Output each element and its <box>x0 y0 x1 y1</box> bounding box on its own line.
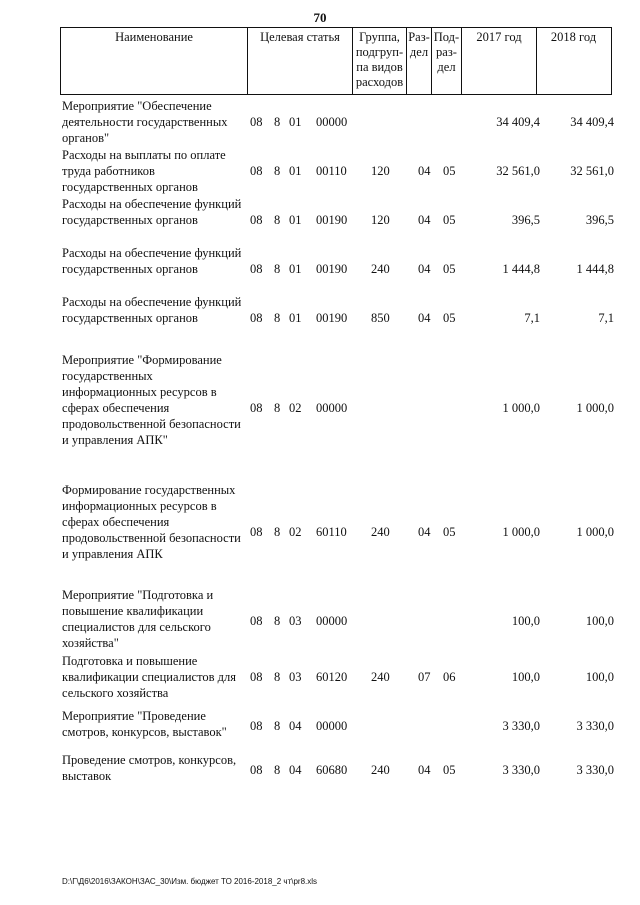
row-cell-y2: 3 330,0 <box>576 762 614 777</box>
row-name: Расходы на обеспечение функций государственных органов <box>62 197 242 227</box>
row-cell-grp: 240 <box>371 762 390 777</box>
row-cell-c4: 60120 <box>316 670 348 684</box>
header-year-2017: 2017 год <box>461 28 536 95</box>
row-cell-grp: 240 <box>371 670 390 684</box>
row-cell-c3: 01 <box>289 164 302 178</box>
row-cell-grp: 120 <box>371 164 390 178</box>
row-name: Мероприятие "Подготовка и повышение квалификации специалистов для сельского хозяйства" <box>62 588 214 650</box>
row-cell-c2: 8 <box>274 401 281 415</box>
row-name: Расходы на обеспечение функций государственных органов <box>62 246 242 276</box>
row-cell-c1: 08 <box>250 762 263 777</box>
row-cell-c2: 8 <box>274 718 281 733</box>
row-name: Подготовка и повышение квалификации специалистов для сельского хозяйства <box>62 654 237 700</box>
row-cell-grp: 120 <box>371 213 390 227</box>
row-cell-c1: 08 <box>250 311 263 325</box>
row-cell-c4: 00000 <box>316 401 348 415</box>
row-cell-sub: 05 <box>443 213 456 227</box>
row-cell-c3: 03 <box>289 613 302 628</box>
row-cell-c1: 08 <box>250 613 263 628</box>
row-cell-y2: 1 000,0 <box>576 524 614 539</box>
row-cell-c4: 00000 <box>316 718 348 733</box>
row-cell-sec: 04 <box>418 524 431 539</box>
row-cell-c4: 00000 <box>316 613 348 628</box>
row-cell-y2: 1 444,8 <box>576 262 614 276</box>
row-cell-c1: 08 <box>250 718 263 733</box>
row-cell-grp: 850 <box>371 311 390 325</box>
row-cell-c2: 8 <box>274 762 281 777</box>
row-cell-c2: 8 <box>274 213 281 227</box>
row-cell-c3: 01 <box>289 311 302 325</box>
row-cell-y2: 7,1 <box>598 311 614 325</box>
row-cell-y2: 100,0 <box>585 613 614 628</box>
row-cell-y1: 1 000,0 <box>502 401 540 415</box>
row-cell-y2: 100,0 <box>585 670 614 684</box>
header-target: Целевая статья <box>247 28 352 95</box>
row-cell-y1: 396,5 <box>511 213 540 227</box>
row-cell-c2: 8 <box>274 524 281 539</box>
table-header <box>60 27 612 95</box>
row-name: Мероприятие "Проведение смотров, конкурсов, выставок" <box>62 709 227 739</box>
row-cell-c4: 60680 <box>316 762 348 777</box>
row-cell-sub: 06 <box>443 670 456 684</box>
row-cell-y2: 3 330,0 <box>576 718 614 733</box>
row-cell-c4: 00110 <box>316 164 347 178</box>
row-name: Мероприятие "Обеспечение деятельности государственных органов" <box>62 99 228 145</box>
header-group: Группа, подгруп- па видов расходов <box>352 28 406 95</box>
row-cell-c3: 01 <box>289 115 302 129</box>
row-cell-sub: 05 <box>443 262 456 276</box>
row-cell-c2: 8 <box>274 311 281 325</box>
row-cell-c1: 08 <box>250 213 263 227</box>
row-name: Расходы на обеспечение функций государственных органов <box>62 295 242 325</box>
row-cell-sub: 05 <box>443 762 456 777</box>
row-cell-c3: 02 <box>289 524 302 539</box>
row-cell-y2: 396,5 <box>585 213 614 227</box>
row-cell-c3: 04 <box>289 718 302 733</box>
row-cell-y2: 1 000,0 <box>576 401 614 415</box>
row-cell-c4: 00000 <box>316 115 348 129</box>
row-cell-grp: 240 <box>371 524 390 539</box>
page-number: 70 <box>313 10 327 25</box>
row-name: Проведение смотров, конкурсов, выставок <box>62 753 237 783</box>
row-cell-c4: 00190 <box>316 262 348 276</box>
row-cell-y1: 32 561,0 <box>496 164 540 178</box>
row-cell-c2: 8 <box>274 613 281 628</box>
row-cell-y1: 1 000,0 <box>502 524 540 539</box>
row-name: Мероприятие "Формирование государственных информационных ресурсов в сферах обеспечения продовольственной безопасности и управления АПК" <box>62 353 241 447</box>
row-cell-y1: 7,1 <box>524 311 540 325</box>
header-subsection: Под- раз- дел <box>431 28 461 95</box>
row-cell-c4: 60110 <box>316 524 347 539</box>
row-cell-c3: 01 <box>289 262 302 276</box>
row-cell-sec: 04 <box>418 311 431 325</box>
row-cell-sub: 05 <box>443 311 456 325</box>
row-cell-y1: 1 444,8 <box>502 262 540 276</box>
row-cell-c2: 8 <box>274 670 281 684</box>
row-cell-c1: 08 <box>250 115 263 129</box>
row-cell-c3: 02 <box>289 401 302 415</box>
row-cell-y1: 100,0 <box>511 670 540 684</box>
header-section: Раз- дел <box>406 28 431 95</box>
row-cell-c2: 8 <box>274 115 281 129</box>
header-name: Наименование <box>115 30 193 44</box>
row-cell-y1: 100,0 <box>511 613 540 628</box>
row-cell-y1: 3 330,0 <box>502 718 540 733</box>
row-cell-c3: 04 <box>289 762 302 777</box>
row-cell-c4: 00190 <box>316 311 348 325</box>
row-cell-c3: 03 <box>289 670 302 684</box>
row-cell-c1: 08 <box>250 524 263 539</box>
row-cell-sec: 04 <box>418 262 431 276</box>
row-cell-c4: 00190 <box>316 213 348 227</box>
row-cell-grp: 240 <box>371 262 390 276</box>
row-cell-c1: 08 <box>250 670 263 684</box>
row-name: Формирование государственных информационных ресурсов в сферах обеспечения продовольственной безопасности и управления АПК <box>62 483 241 561</box>
row-cell-c1: 08 <box>250 401 263 415</box>
row-cell-y2: 34 409,4 <box>570 115 614 129</box>
header-year-2018: 2018 год <box>536 28 610 95</box>
row-cell-sec: 04 <box>418 164 431 178</box>
row-cell-c3: 01 <box>289 213 302 227</box>
row-cell-c1: 08 <box>250 262 263 276</box>
file-path: D:\Г\Д6\2016\ЗАКОН\ЗАС_30\Изм. бюджет ТО 2016-2018_2 чт\pr8.xls <box>62 877 318 886</box>
row-cell-y1: 3 330,0 <box>502 762 540 777</box>
row-name: Расходы на выплаты по оплате труда работников государственных органов <box>62 148 226 194</box>
row-cell-sec: 07 <box>418 670 431 684</box>
row-cell-c2: 8 <box>274 262 281 276</box>
row-cell-sec: 04 <box>418 213 431 227</box>
row-cell-c2: 8 <box>274 164 281 178</box>
row-cell-sub: 05 <box>443 164 456 178</box>
row-cell-y1: 34 409,4 <box>496 115 540 129</box>
row-cell-y2: 32 561,0 <box>570 164 614 178</box>
row-cell-sub: 05 <box>443 524 456 539</box>
row-cell-c1: 08 <box>250 164 263 178</box>
row-cell-sec: 04 <box>418 762 431 777</box>
